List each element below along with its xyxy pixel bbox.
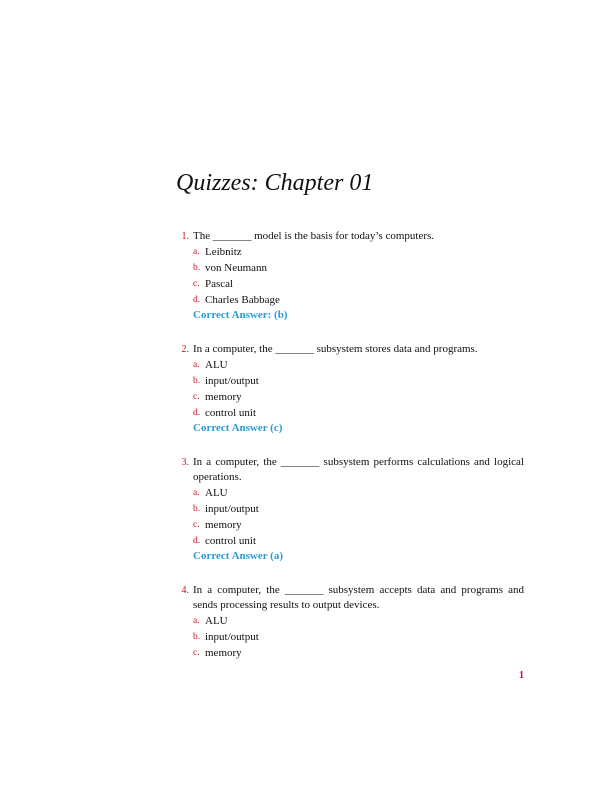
correct-answer: Correct Answer (c) — [193, 422, 283, 434]
option-text: memory — [205, 519, 242, 531]
option-item — [193, 260, 524, 276]
option-letter: c. — [193, 279, 200, 289]
option-letter: a. — [193, 616, 200, 626]
question-item — [176, 583, 524, 661]
question-number: 2. — [181, 344, 189, 355]
option-text: Pascal — [205, 278, 234, 290]
option-item — [193, 501, 524, 517]
option-item — [193, 613, 524, 629]
page-title: Quizzes: Chapter 01 — [176, 170, 374, 196]
option-text: ALU — [205, 487, 228, 499]
option-item — [193, 533, 524, 549]
option-letter: c. — [193, 520, 200, 530]
question-text: In a computer, the _______ subsystem stores data and programs. — [193, 343, 478, 355]
option-item — [193, 485, 524, 501]
option-item — [193, 405, 524, 421]
option-list — [193, 244, 524, 308]
option-letter: c. — [193, 392, 200, 402]
option-item — [193, 292, 524, 308]
question-number: 3. — [181, 457, 189, 468]
option-item — [193, 517, 524, 533]
option-letter: a. — [193, 360, 200, 370]
question-number: 1. — [181, 231, 189, 242]
option-item — [193, 276, 524, 292]
question-text: In a computer, the _______ subsystem performs calculations and logical operations. — [193, 456, 524, 483]
option-list — [193, 485, 524, 549]
option-text: memory — [205, 647, 242, 659]
question-line — [176, 342, 524, 357]
option-item — [193, 373, 524, 389]
option-item — [193, 244, 524, 260]
question-item — [176, 229, 524, 322]
option-letter: b. — [193, 376, 201, 386]
option-letter: c. — [193, 648, 200, 658]
option-list — [193, 613, 524, 661]
question-line — [176, 583, 524, 613]
correct-answer: Correct Answer (a) — [193, 550, 284, 562]
question-item — [176, 455, 524, 563]
correct-answer: Correct Answer: (b) — [193, 309, 288, 321]
option-text: input/output — [205, 503, 259, 515]
option-item — [193, 629, 524, 645]
page-number: 1 — [519, 670, 524, 681]
option-text: memory — [205, 391, 242, 403]
option-letter: b. — [193, 263, 201, 273]
option-list — [193, 357, 524, 421]
option-text: input/output — [205, 375, 259, 387]
question-line — [176, 455, 524, 485]
question-text: In a computer, the _______ subsystem accepts data and programs and sends processing results to output devices. — [193, 584, 524, 611]
option-letter: a. — [193, 247, 200, 257]
option-letter: b. — [193, 632, 201, 642]
question-item — [176, 342, 524, 435]
option-text: ALU — [205, 615, 228, 627]
option-text: Leibnitz — [205, 246, 242, 258]
option-item — [193, 357, 524, 373]
option-item — [193, 645, 524, 661]
option-letter: a. — [193, 488, 200, 498]
option-text: von Neumann — [205, 262, 268, 274]
option-letter: d. — [193, 536, 201, 546]
option-text: input/output — [205, 631, 259, 643]
option-text: control unit — [205, 535, 257, 547]
option-letter: d. — [193, 295, 201, 305]
option-letter: b. — [193, 504, 201, 514]
option-text: control unit — [205, 407, 257, 419]
option-text: ALU — [205, 359, 228, 371]
option-letter: d. — [193, 408, 201, 418]
question-text: The _______ model is the basis for today’s computers. — [193, 230, 435, 242]
question-number: 4. — [181, 585, 189, 596]
question-line — [176, 229, 524, 244]
question-list — [176, 229, 524, 681]
option-item — [193, 389, 524, 405]
option-text: Charles Babbage — [205, 294, 280, 306]
